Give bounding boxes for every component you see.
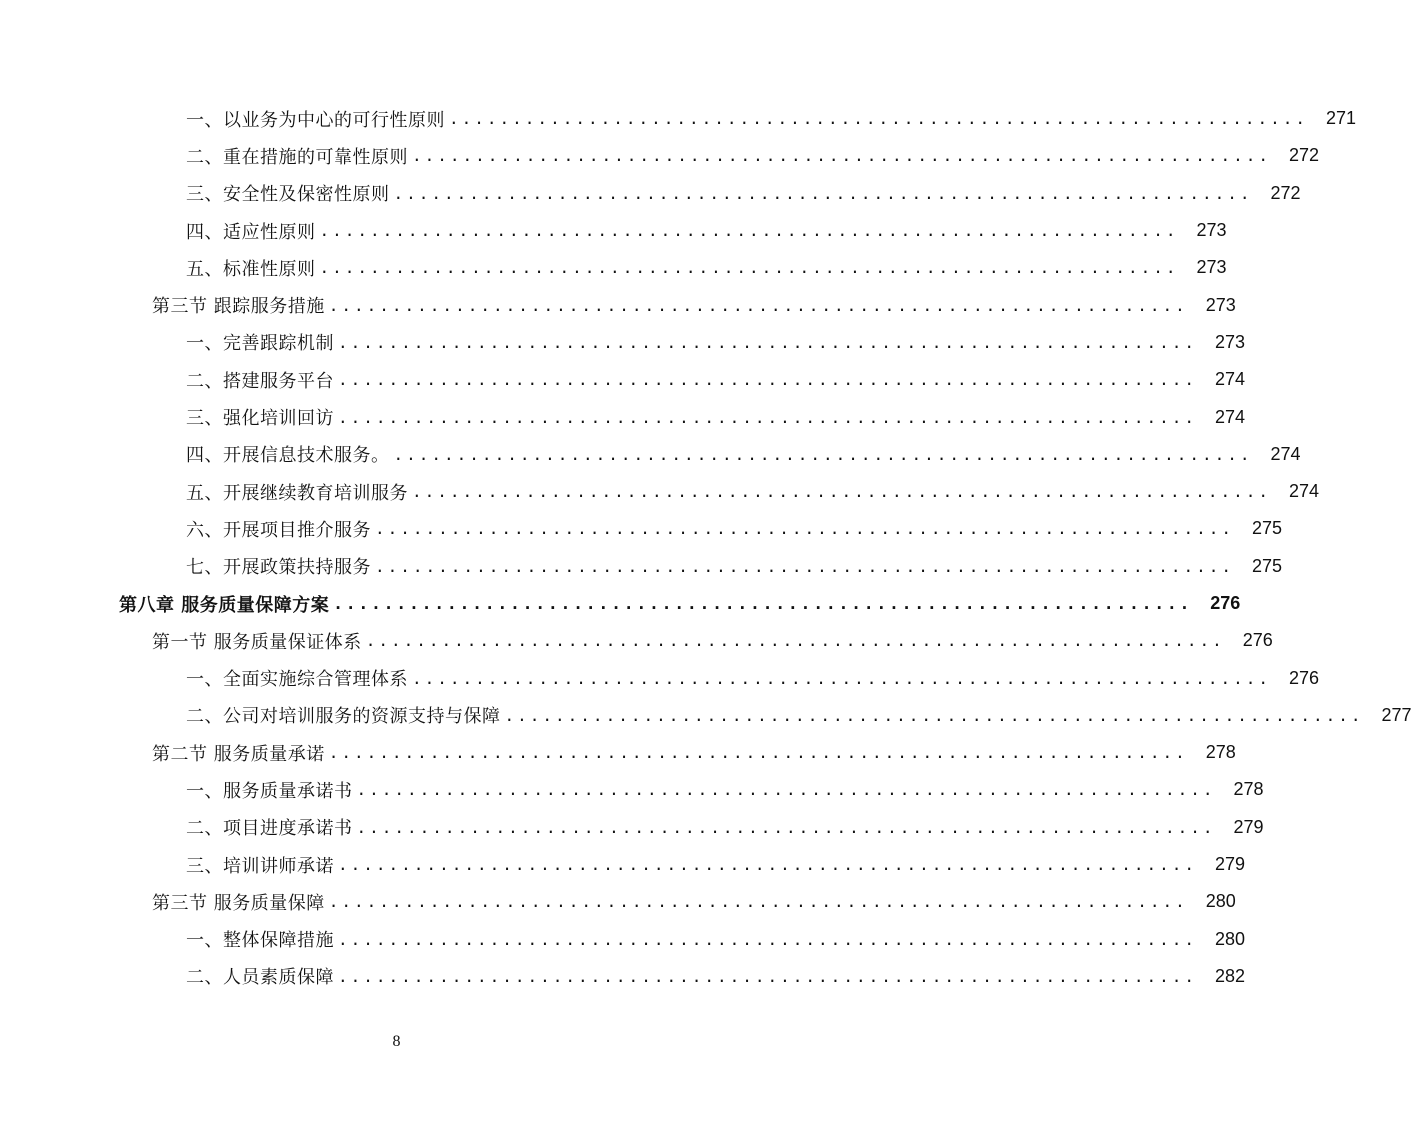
toc-dot-leader: .................................................................... [338, 929, 1198, 949]
toc-page-number: 278 [1233, 779, 1264, 800]
toc-dot-leader: .................................................................... [412, 668, 1272, 688]
toc-page-number: 279 [1233, 816, 1264, 837]
toc-page-number: 273 [1196, 220, 1227, 241]
toc-dot-leader: .................................................................... [356, 780, 1216, 800]
toc-entry[interactable] [0, 212, 1227, 249]
table-of-contents [0, 100, 1412, 995]
toc-section-entry[interactable] [0, 286, 1236, 323]
toc-page-number: 280 [1214, 928, 1246, 949]
toc-chapter-entry[interactable] [0, 585, 1241, 622]
toc-entry[interactable] [0, 361, 1246, 398]
toc-page-number: 273 [1196, 257, 1227, 278]
toc-dot-leader: .................................................................... [449, 109, 1309, 129]
toc-dot-leader: .................................................................... [328, 892, 1188, 912]
toc-page-number: 273 [1214, 331, 1246, 352]
toc-entry[interactable] [0, 100, 1357, 137]
toc-entry-title: 二、公司对培训服务的资源支持与保障 [186, 706, 501, 728]
toc-entry[interactable] [0, 510, 1283, 547]
toc-dot-leader: .................................................................... [375, 556, 1235, 576]
toc-entry-title: 六、开展项目推介服务 [186, 519, 371, 541]
toc-dot-leader: .................................................................... [328, 743, 1188, 763]
toc-page-number: 271 [1325, 108, 1357, 129]
toc-entry[interactable] [0, 958, 1246, 995]
toc-entry[interactable] [0, 436, 1301, 473]
toc-page-number: 275 [1251, 555, 1283, 576]
toc-page-number: 272 [1288, 145, 1320, 166]
toc-page-number: 282 [1214, 965, 1246, 986]
toc-entry[interactable] [0, 697, 1412, 734]
toc-dot-leader: .................................................................... [338, 966, 1198, 986]
toc-page-number: 279 [1214, 854, 1246, 875]
toc-entry-title: 第八章 服务质量保障方案 [119, 594, 330, 616]
toc-entry[interactable] [0, 398, 1246, 435]
toc-section-entry[interactable] [0, 883, 1236, 920]
toc-page-number: 274 [1288, 481, 1320, 502]
toc-entry[interactable] [0, 324, 1246, 361]
page-number-footer: 8 [392, 1033, 401, 1050]
toc-entry-title: 四、适应性原则 [186, 221, 316, 243]
toc-entry[interactable] [0, 809, 1264, 846]
toc-entry-title: 二、项目进度承诺书 [186, 818, 353, 840]
toc-entry-title: 三、安全性及保密性原则 [186, 184, 390, 206]
toc-entry-title: 一、完善跟踪机制 [186, 333, 334, 355]
toc-dot-leader: .................................................................... [412, 146, 1272, 166]
toc-page-number: 275 [1251, 518, 1283, 539]
toc-entry[interactable] [0, 548, 1283, 585]
toc-page-number: 280 [1205, 891, 1236, 912]
toc-entry-title: 三、强化培训回访 [186, 408, 334, 430]
toc-entry-title: 第一节 服务质量保证体系 [152, 631, 362, 653]
toc-entry[interactable] [0, 921, 1246, 958]
toc-page-number: 272 [1270, 182, 1301, 203]
toc-page-number: 274 [1270, 443, 1301, 464]
toc-entry[interactable] [0, 175, 1301, 212]
toc-entry[interactable] [0, 137, 1320, 174]
toc-dot-leader: .................................................................... [319, 221, 1179, 241]
toc-entry-title: 一、整体保障措施 [186, 930, 334, 952]
toc-entry-title: 一、全面实施综合管理体系 [186, 669, 408, 691]
toc-dot-leader: .................................................................... [338, 855, 1198, 875]
toc-dot-leader: .................................................................... [504, 705, 1364, 725]
toc-page-number: 274 [1214, 369, 1246, 390]
toc-dot-leader: .................................................................... [393, 444, 1253, 464]
toc-dot-leader: .................................................................... [375, 519, 1235, 539]
toc-page-number: 276 [1288, 667, 1320, 688]
toc-entry-title: 第三节 服务质量保障 [152, 892, 325, 914]
toc-entry-title: 一、服务质量承诺书 [186, 780, 353, 802]
toc-entry[interactable] [0, 249, 1227, 286]
toc-dot-leader: .................................................................... [328, 295, 1188, 315]
toc-section-entry[interactable] [0, 622, 1273, 659]
toc-entry-title: 二、人员素质保障 [186, 967, 334, 989]
toc-entry[interactable] [0, 771, 1264, 808]
toc-dot-leader: .................................................................... [333, 594, 1193, 613]
toc-entry-title: 第二节 服务质量承诺 [152, 743, 325, 765]
toc-entry-title: 七、开展政策扶持服务 [186, 557, 371, 579]
toc-dot-leader: .................................................................... [338, 332, 1198, 352]
toc-page-number: 276 [1210, 593, 1241, 613]
toc-dot-leader: .................................................................... [356, 817, 1216, 837]
toc-page-number: 274 [1214, 406, 1246, 427]
toc-entry[interactable] [0, 846, 1246, 883]
toc-dot-leader: .................................................................... [338, 407, 1198, 427]
toc-dot-leader: .................................................................... [365, 631, 1225, 651]
toc-entry-title: 五、开展继续教育培训服务 [186, 482, 408, 504]
toc-entry-title: 一、以业务为中心的可行性原则 [186, 109, 445, 131]
toc-dot-leader: .................................................................... [393, 183, 1253, 203]
toc-entry-title: 四、开展信息技术服务。 [186, 445, 390, 467]
toc-dot-leader: .................................................................... [338, 370, 1198, 390]
toc-dot-leader: .................................................................... [319, 258, 1179, 278]
toc-entry[interactable] [0, 659, 1320, 696]
toc-entry[interactable] [0, 473, 1320, 510]
toc-entry-title: 第三节 跟踪服务措施 [152, 296, 325, 318]
toc-entry-title: 二、重在措施的可靠性原则 [186, 146, 408, 168]
toc-page-number: 273 [1205, 294, 1236, 315]
toc-entry-title: 五、标准性原则 [186, 258, 316, 280]
toc-section-entry[interactable] [0, 734, 1236, 771]
toc-page-number: 277 [1381, 704, 1412, 725]
toc-entry-title: 三、培训讲师承诺 [186, 855, 334, 877]
toc-page-number: 276 [1242, 630, 1273, 651]
toc-dot-leader: .................................................................... [412, 482, 1272, 502]
toc-entry-title: 二、搭建服务平台 [186, 370, 334, 392]
toc-page-number: 278 [1205, 742, 1236, 763]
